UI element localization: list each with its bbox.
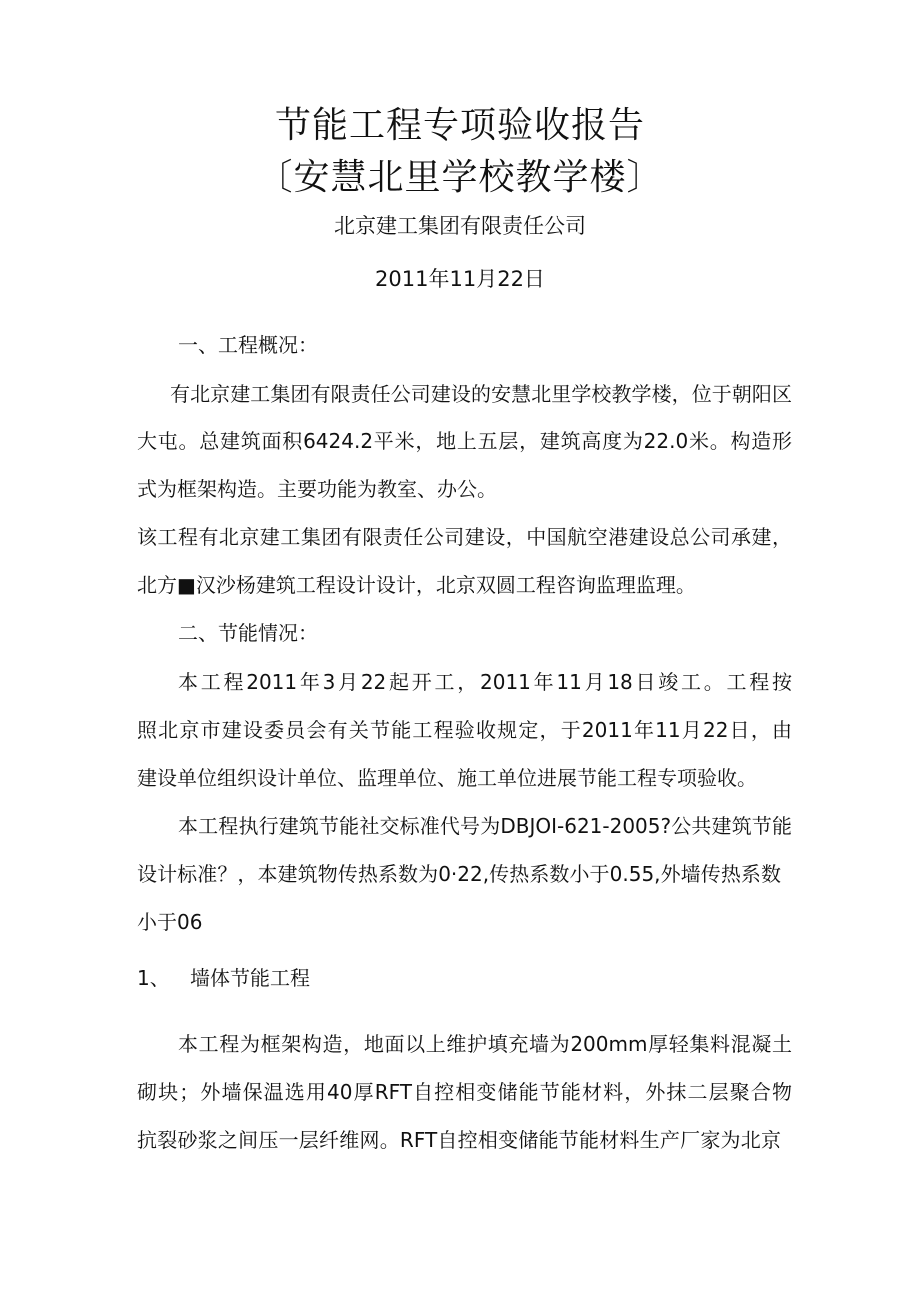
paragraph-line: 有北京建工集团有限责任公司建设的安慧北里学校教学楼，位于朝阳区 xyxy=(170,382,792,406)
paragraph-line: 北方■汉沙杨建筑工程设计设计，北京双圆工程咨询监理监理。 xyxy=(137,573,696,597)
section-heading-overview: 一、工程概况： xyxy=(178,333,318,357)
section-heading-energy: 二、节能情况： xyxy=(178,621,318,645)
document-title: 节能工程专项验收报告 xyxy=(274,105,645,146)
paragraph-line: 本工程执行建筑节能社交标准代号为DBJOI-621-2005?公共建筑节能 xyxy=(178,814,792,838)
paragraph-line: 设计标准？，本建筑物传热系数为0·22,传热系数小于0.55,外墙传热系数 xyxy=(137,862,781,886)
paragraph-line: 大屯。总建筑面积6424.2平米，地上五层，建筑高度为22.0米。构造形 xyxy=(137,429,792,453)
subsection-title: 墙体节能工程 xyxy=(190,966,310,990)
paragraph-line: 本工程为框架构造，地面以上维护填充墙为200mm厚轻集料混凝土 xyxy=(178,1032,792,1056)
paragraph-line: 式为框架构造。主要功能为教室、办公。 xyxy=(137,477,497,501)
company-name: 北京建工集团有限责任公司 xyxy=(334,214,586,238)
paragraph-line: 建设单位组织设计单位、监理单位、施工单位进展节能工程专项验收。 xyxy=(137,766,757,790)
paragraph-line: 砌块；外墙保温选用40厚RFT自控相变储能节能材料，外抹二层聚合物 xyxy=(137,1080,792,1104)
paragraph-line: 本工程2011年3月22起开工，2011年11月18日竣工。工程按 xyxy=(178,670,792,694)
paragraph-line: 抗裂砂浆之间压一层纤维网。RFT自控相变储能节能材料生产厂家为北京 xyxy=(137,1128,781,1152)
report-date: 2011年11月22日 xyxy=(375,267,545,291)
subsection-number: 1、 xyxy=(137,966,170,990)
document-subtitle: 〔安慧北里学校教学楼〕 xyxy=(256,157,664,198)
paragraph-line: 照北京市建设委员会有关节能工程验收规定，于2011年11月22日，由 xyxy=(137,718,792,742)
paragraph-line: 小于06 xyxy=(137,910,203,934)
paragraph-line: 该工程有北京建工集团有限责任公司建设，中国航空港建设总公司承建， xyxy=(137,525,792,549)
